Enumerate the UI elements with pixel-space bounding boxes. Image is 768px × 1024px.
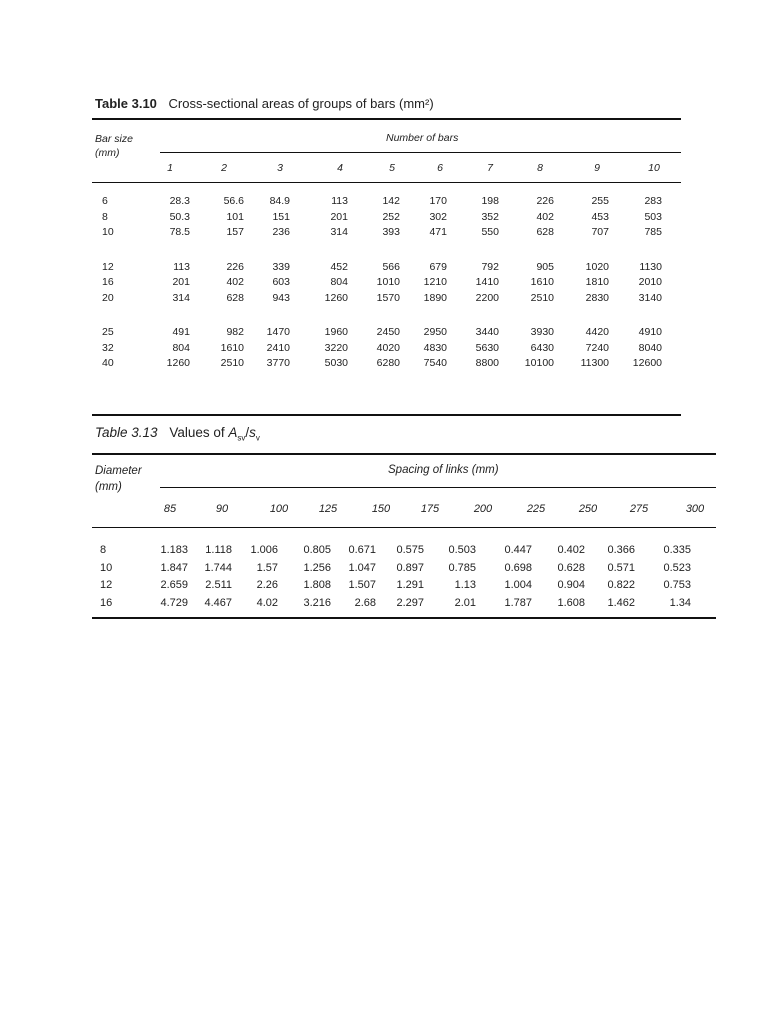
table-cell: 2200: [475, 291, 499, 304]
table-cell: 314: [330, 226, 348, 238]
table-cell: 226: [226, 260, 244, 273]
table-cell: 56.6: [223, 195, 244, 207]
column-header: 275: [629, 503, 649, 515]
column-header: 225: [526, 503, 546, 515]
table-cell: 7540: [423, 357, 447, 369]
row-label: 12: [102, 260, 114, 273]
table-cell: 1890: [423, 291, 447, 304]
table-title: Cross-sectional areas of groups of bars (mm²): [168, 96, 434, 111]
table-cell: 453: [591, 210, 609, 223]
table-cell: 50.3: [169, 210, 190, 223]
table-cell: 452: [330, 260, 348, 273]
table-cell: 0.897: [396, 561, 424, 574]
table-cell: 4420: [585, 326, 609, 338]
table-row: [92, 579, 716, 594]
table-cell: 1.006: [250, 544, 278, 556]
table-cell: 1130: [639, 260, 662, 273]
title-slash: /: [245, 425, 250, 440]
table-cell: 283: [644, 195, 662, 207]
table-cell: 170: [429, 195, 447, 207]
table-cell: 905: [536, 260, 554, 273]
table-cell: 2510: [530, 291, 554, 304]
table-frame: [92, 447, 716, 647]
table-cell: 101: [226, 210, 244, 223]
column-header: 7: [487, 162, 493, 174]
top-rule: [92, 453, 716, 455]
column-header: 125: [318, 503, 338, 515]
table-cell: 4.02: [256, 596, 278, 609]
table-cell: 707: [591, 226, 609, 238]
table-cell: 628: [536, 226, 554, 238]
table-cell: 198: [481, 195, 499, 207]
column-header: 200: [473, 503, 493, 515]
table-cell: 1.57: [256, 561, 278, 574]
table-cell: 1.808: [303, 579, 331, 591]
table-3-13: [92, 423, 716, 647]
table-row: [92, 597, 716, 612]
column-header: 4: [337, 162, 343, 174]
table-cell: 0.904: [557, 579, 585, 591]
table-cell: 785: [644, 226, 662, 238]
row-label: 8: [102, 210, 108, 223]
table-cell: 1.787: [504, 596, 532, 609]
table-cell: 302: [429, 210, 447, 223]
table-cell: 628: [226, 291, 244, 304]
table-cell: 113: [331, 195, 348, 207]
column-header: 6: [437, 162, 443, 174]
table-cell: 0.575: [396, 544, 424, 556]
table-cell: 0.366: [607, 544, 635, 556]
table-cell: 3930: [530, 326, 554, 338]
table-cell: 1570: [376, 291, 400, 304]
table-cell: 10100: [524, 357, 554, 369]
header-rule: [92, 182, 681, 183]
table-cell: 6430: [530, 341, 554, 354]
table-row: [92, 544, 716, 559]
title-s-sub: v: [255, 433, 260, 443]
row-label: 16: [102, 276, 114, 288]
row-label: 6: [102, 195, 108, 207]
table-cell: 3440: [475, 326, 499, 338]
table-cell: 2.659: [160, 579, 188, 591]
row-header-line2: (mm): [95, 481, 122, 493]
column-group-header: Spacing of links (mm): [388, 464, 499, 476]
table-row: [92, 276, 681, 291]
table-cell: 471: [429, 226, 447, 238]
table-cell: 943: [272, 291, 290, 304]
table-cell: 1010: [376, 276, 400, 288]
table-row: [92, 261, 681, 276]
table-cell: 2.01: [454, 596, 476, 609]
table-cell: 1210: [423, 276, 447, 288]
span-rule: [160, 152, 681, 153]
table-cell: 4.467: [204, 596, 232, 609]
table-cell: 566: [382, 260, 400, 273]
table-cell: 5630: [475, 341, 499, 354]
table-cell: 4.729: [160, 596, 188, 609]
table-cell: 2010: [638, 276, 662, 288]
table-cell: 28.3: [169, 195, 190, 207]
table-caption: [95, 94, 681, 114]
row-label: 10: [102, 226, 114, 238]
table-cell: 1.183: [160, 544, 188, 556]
table-cell: 550: [481, 226, 499, 238]
table-cell: 982: [226, 326, 244, 338]
table-cell: 1020: [585, 260, 609, 273]
table-cell: 491: [172, 326, 190, 338]
table-cell: 0.402: [557, 544, 585, 556]
table-cell: 402: [536, 210, 554, 223]
column-header: 250: [578, 503, 598, 515]
table-cell: 1.462: [607, 596, 635, 609]
table-cell: 603: [272, 276, 290, 288]
row-header: [95, 132, 133, 160]
table-cell: 0.805: [303, 544, 331, 556]
row-label: 16: [100, 596, 113, 609]
table-cell: 4020: [376, 341, 400, 354]
table-cell: 157: [226, 226, 244, 238]
row-label: 40: [102, 357, 114, 369]
table-cell: 1.004: [504, 579, 532, 591]
table-cell: 142: [382, 195, 400, 207]
table-cell: 1610: [220, 341, 244, 354]
table-row: [92, 211, 681, 226]
bottom-rule: [92, 414, 681, 416]
column-header: 9: [594, 162, 600, 174]
table-row: [92, 292, 681, 307]
table-title-prefix: Values of: [169, 425, 229, 440]
table-cell: 1610: [530, 276, 554, 288]
table-cell: 1470: [266, 326, 290, 338]
row-label: 10: [100, 561, 113, 574]
table-cell: 6280: [376, 357, 400, 369]
column-group-header: Number of bars: [386, 132, 459, 144]
table-row: [92, 326, 681, 341]
table-cell: 78.5: [169, 226, 190, 238]
table-cell: 11300: [580, 357, 609, 369]
table-row: [92, 342, 681, 357]
table-frame: [92, 118, 681, 418]
table-row: [92, 195, 681, 210]
table-cell: 1.13: [454, 579, 476, 591]
table-cell: 3.216: [303, 596, 331, 609]
table-cell: 2830: [585, 291, 609, 304]
table-cell: 201: [172, 276, 190, 288]
row-header-line1: Bar size: [95, 133, 133, 145]
column-header: 2: [221, 162, 227, 174]
table-row: [92, 226, 681, 241]
table-cell: 0.523: [663, 561, 691, 574]
table-cell: 8040: [638, 341, 662, 354]
table-cell: 1.34: [669, 596, 691, 609]
table-cell: 402: [226, 276, 244, 288]
table-cell: 1260: [166, 357, 190, 369]
table-cell: 4910: [638, 326, 662, 338]
table-cell: 1260: [324, 291, 348, 304]
column-header: 100: [269, 503, 289, 515]
column-header: 150: [371, 503, 391, 515]
table-cell: 1410: [475, 276, 499, 288]
table-cell: 2410: [266, 341, 290, 354]
table-cell: 1.847: [160, 561, 188, 574]
table-cell: 0.628: [557, 561, 585, 574]
table-cell: 1960: [324, 326, 348, 338]
table-cell: 3140: [638, 291, 662, 304]
table-cell: 0.753: [663, 579, 691, 591]
table-cell: 0.822: [607, 579, 635, 591]
table-cell: 2.297: [396, 596, 424, 609]
table-cell: 804: [330, 276, 348, 288]
table-cell: 3770: [266, 357, 290, 369]
column-header: 1: [167, 162, 173, 174]
table-cell: 7240: [585, 341, 609, 354]
column-header: 175: [420, 503, 440, 515]
table-cell: 0.447: [504, 544, 532, 556]
table-row: [92, 562, 716, 577]
table-cell: 151: [272, 210, 290, 223]
table-cell: 252: [382, 210, 400, 223]
row-label: 8: [100, 544, 107, 556]
table-3-10: [92, 94, 681, 418]
table-cell: 226: [536, 195, 554, 207]
column-header: 10: [648, 162, 660, 174]
table-cell: 2.511: [205, 579, 232, 591]
row-label: 12: [100, 579, 113, 591]
header-rule: [92, 527, 716, 528]
table-cell: 314: [172, 291, 190, 304]
table-cell: 2950: [423, 326, 447, 338]
column-header: 300: [685, 503, 705, 515]
table-cell: 0.698: [504, 561, 532, 574]
top-rule: [92, 118, 681, 120]
table-cell: 339: [272, 260, 290, 273]
table-cell: 1.256: [303, 561, 331, 574]
table-cell: 0.571: [607, 561, 635, 574]
table-number: Table 3.13: [95, 425, 158, 440]
table-cell: 2450: [376, 326, 400, 338]
table-cell: 0.503: [448, 544, 476, 556]
column-header: 90: [215, 503, 229, 515]
column-header: 85: [163, 503, 177, 515]
column-header: 3: [277, 162, 283, 174]
table-cell: 0.671: [348, 544, 376, 556]
span-rule: [160, 487, 716, 488]
table-cell: 0.335: [663, 544, 691, 556]
table-caption: [95, 423, 716, 443]
table-cell: 8800: [475, 357, 499, 369]
row-label: 20: [102, 291, 114, 304]
table-cell: 1.744: [204, 561, 232, 574]
table-row: [92, 357, 681, 372]
table-cell: 1810: [585, 276, 609, 288]
column-header: 5: [389, 162, 395, 174]
row-header: [95, 463, 142, 495]
title-a-sub: sv: [237, 433, 246, 443]
row-label: 32: [102, 341, 114, 354]
table-cell: 4830: [423, 341, 447, 354]
table-cell: 113: [173, 260, 190, 273]
row-label: 25: [102, 326, 114, 338]
table-cell: 12600: [632, 357, 662, 369]
table-cell: 2510: [220, 357, 244, 369]
table-cell: 1.118: [205, 544, 232, 556]
table-cell: 503: [644, 210, 662, 223]
row-header-line2: (mm): [95, 147, 120, 159]
table-cell: 1.608: [557, 596, 585, 609]
row-header-line1: Diameter: [95, 465, 142, 477]
table-cell: 1.047: [348, 561, 376, 574]
table-cell: 679: [429, 260, 447, 273]
title-s: s: [249, 425, 256, 440]
table-cell: 84.9: [269, 195, 290, 207]
table-cell: 1.291: [396, 579, 424, 591]
table-cell: 393: [382, 226, 400, 238]
table-cell: 236: [272, 226, 290, 238]
table-cell: 3220: [324, 341, 348, 354]
table-cell: 2.26: [256, 579, 278, 591]
column-header: 8: [537, 162, 543, 174]
table-cell: 792: [481, 260, 499, 273]
table-cell: 352: [481, 210, 499, 223]
table-cell: 0.785: [448, 561, 476, 574]
table-number: Table 3.10: [95, 96, 157, 111]
table-cell: 201: [330, 210, 348, 223]
bottom-rule: [92, 617, 716, 619]
table-cell: 255: [591, 195, 609, 207]
table-cell: 5030: [324, 357, 348, 369]
table-cell: 2.68: [354, 596, 376, 609]
table-cell: 804: [172, 341, 190, 354]
title-a: A: [228, 425, 238, 440]
table-cell: 1.507: [348, 579, 376, 591]
